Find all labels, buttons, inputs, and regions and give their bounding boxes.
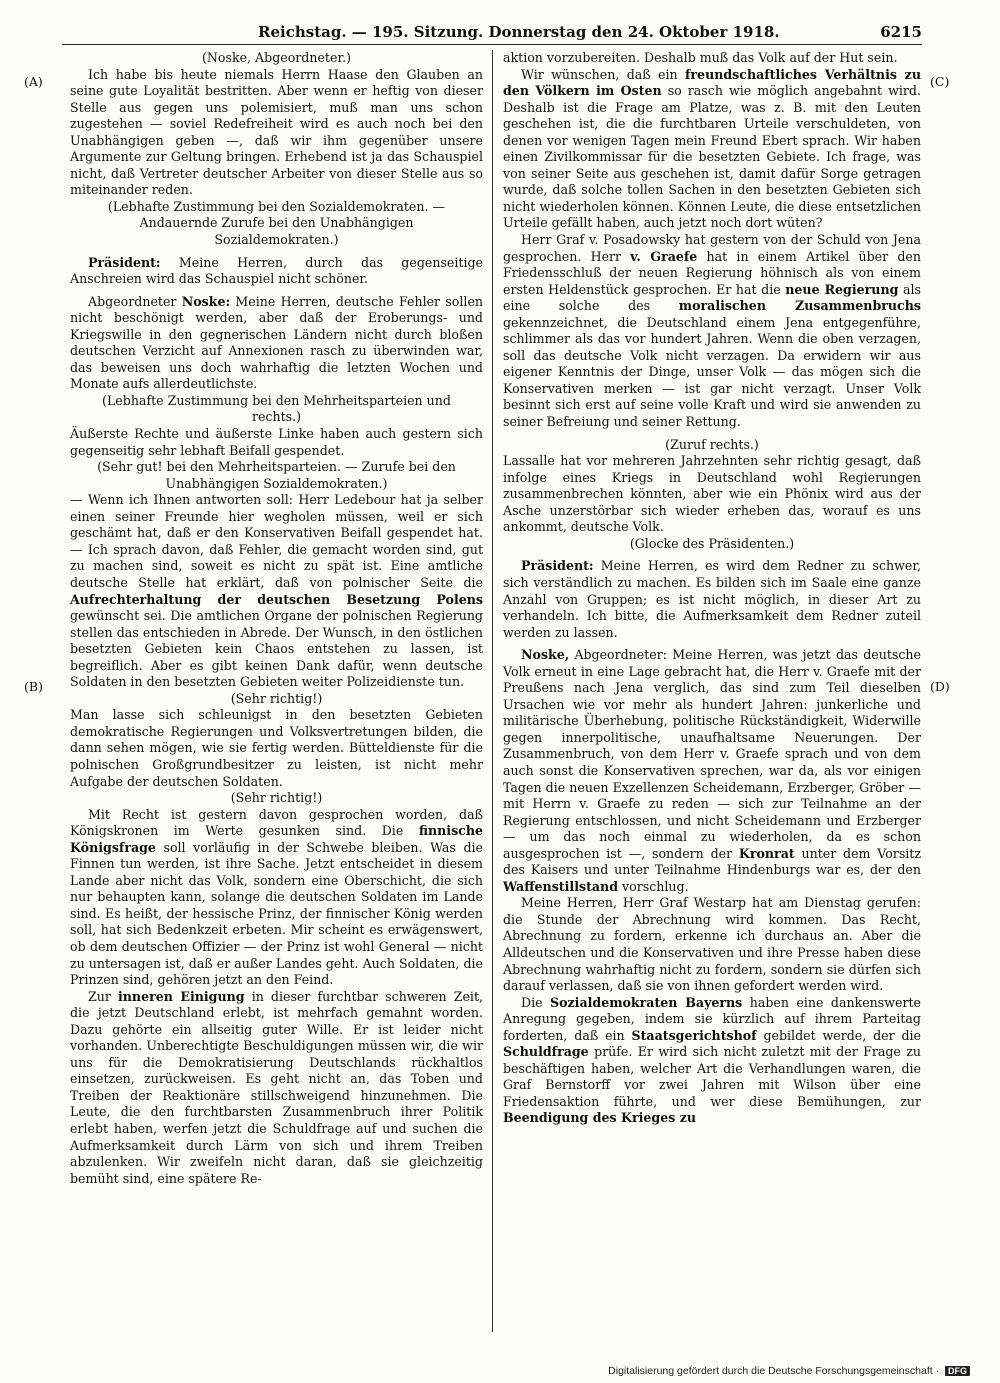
paragraph: Lassalle hat vor mehreren Jahrzehnten sehr richtig gesagt, daß infolge eines Kriegs in Deutschland wohl Regierungen zusammenbrechen könnten, aber wie ein Phönix wird aus der Asche unzerstörbar sich wieder erheben das, worauf es uns ankommt, deutsche Volk. — [503, 453, 921, 535]
paragraph: Die Sozialdemokraten Bayerns haben eine dankenswerte Anregung gegeben, indem sie kürzlich auf ihrem Parteitag forderten, daß ein Staatsgerichtshof gebildet werde, der die Schuldfrage prüfe. Er wird sich nicht zuletzt mit der Frage zu beschäftigen haben, welcher Art die Verhandlungen waren, die Graf Bernstorff vor zwei Jahren mit Wilson über eine Friedensaktion führte, und wer diese Bemühungen, zur Beendigung des Krieges zu — [503, 994, 921, 1126]
speaker-label: Präsident: — [521, 558, 594, 574]
dfg-logo: DFG — [945, 1366, 970, 1376]
paragraph: Noske, Abgeordneter: Meine Herren, was jetzt das deutsche Volk erneut in eine Lage gebracht hat, die Herr v. Graefe mit der Preußens nach Jena verglich, das sind zum Teil dieselben Ursachen wie vor mehr als hundert Jahren: junkerliche und militärische Überhebung, politische Rückständigkeit, Widerwille gegen innerpolitische, unaufhaltsame Neuerungen. Der Zusammenbruch, von dem Herr v. Graefe sprach und von dem auch sonst die Konservativen sprechen, war da, als vor einigen Tagen die neuen Exzellenzen Scheidemann, Erzberger, Gröber — mit Herrn v. Graefe zu reden — sich zur Teilnahme an der Regierung entschlossen, und nicht Scheidemann und Erzberger — um das noch einmal zu wiederholen, da es schon ausgesprochen ist —, sondern der Kronrat unter dem Vorsitz des Kaisers und unter Teilnahme Hindenburgs war es, der den Waffenstillstand vorschlug. — [503, 647, 921, 894]
emphasis: Kronrat — [738, 845, 795, 861]
interjection: (Sehr richtig!) — [230, 690, 323, 706]
interjection: (Zuruf rechts.) — [665, 436, 759, 452]
paragraph: Präsident: Meine Herren, es wird dem Redner zu schwer, sich verständlich zu machen. Es bilden sich im Saale eine ganze Anzahl von Gruppen; es ist nicht möglich, in dieser Art zu verhandeln. Ich bitte, die Aufmerksamkeit dem Redner zuteil werden zu lassen. — [503, 558, 921, 640]
paragraph: Präsident: Meine Herren, durch das gegenseitige Anschreien wird das Schauspiel nicht schöner. — [70, 254, 483, 287]
interjection: (Lebhafte Zustimmung bei den Sozialdemokraten. — Andauernde Zurufe bei den Unabhängigen Sozialdemokraten.) — [107, 198, 446, 248]
right-column — [503, 50, 921, 1127]
page-number: 6215 — [880, 23, 922, 41]
emphasis: finnische Königsfrage — [70, 823, 483, 855]
emphasis: Waffenstillstand — [503, 878, 619, 894]
emphasis: Staatsgerichtshof — [631, 1027, 757, 1043]
digitization-credit — [608, 1365, 970, 1377]
emphasis: freundschaftliches Verhältnis zu den Völkern im Osten — [503, 66, 921, 99]
interjection: (Sehr richtig!) — [230, 790, 323, 806]
interjection: (Sehr gut! bei den Mehrheitsparteien. — Zurufe bei den Unabhängigen Sozialdemokraten.) — [97, 459, 456, 491]
emphasis: neue Regierung — [785, 281, 899, 297]
margin-mark-b: (B) — [24, 679, 43, 694]
emphasis: moralischen Zusammenbruchs — [678, 298, 921, 314]
header-title: Reichstag. — 195. Sitzung. Donnerstag den 24. Oktober 1918. — [258, 23, 780, 41]
emphasis: Schuldfrage — [503, 1044, 589, 1060]
paragraph: Zur inneren Einigung in dieser furchtbar schweren Zeit, die jetzt Deutschland erlebt, ist mehrfach gemahnt worden. Dazu gehörte ein allseitig guter Wille. Er ist leider nicht vorhanden. Unberechtigte Beschuldigungen müssen wir, die wir uns für die Demokratisierung Deutschlands rückhaltlos einsetzen, zurückweisen. Es geht nicht an, das Toben und Treiben der Reaktionäre stillschweigend hinzunehmen. Die Leute, die den furchtbarsten Zusammenbruch ihrer Politik erlebt haben, werfen jetzt die Schuldfrage auf und suchen die Aufmerksamkeit durch Lärm von sich und ihrem Treiben abzulenken. Wir zweifeln nicht daran, daß sie gleichzeitig bemüht sind, eine spätere Re- — [70, 988, 484, 1186]
paragraph: Mit Recht ist gestern davon gesprochen worden, daß Königskronen im Werte gesunken sind. Die finnische Königsfrage soll vorläufig in der Schwebe bleiben. Was die Finnen tun werden, ist ihre Sache. Jetzt entscheidet in diesem Lande aber nicht das Volk, sondern eine Oberschicht, die sich nur behaupten kann, solange die deutschen Soldaten im Lande sind. Es heißt, der hessische Prinz, der finnischer König werden soll, hat sich Bedenkzeit erbeten. Mir scheint es erwägenswert, ob dem deutschen Offizier — der Prinz ist wohl General — nicht zu untersagen ist, daß er außer Landes geht. Auch Soldaten, die Prinzen sind, gehören jetzt an den Feind. — [70, 806, 483, 988]
interjection: (Lebhafte Zustimmung bei den Mehrheitsparteien und rechts.) — [102, 392, 451, 425]
paragraph: aktion vorzubereiten. Deshalb muß das Volk auf der Hut sein. — [503, 50, 898, 65]
margin-mark-d: (D) — [930, 679, 950, 694]
emphasis: Sozialdemokraten Bayerns — [550, 994, 743, 1010]
paragraph: Abgeordneter Noske: Meine Herren, deutsche Fehler sollen nicht beschönigt werden, aber daß der Eroberungs- und Kriegswille in den gegnerischen Ländern nicht durch bloßen deutschen Verzicht auf Annexionen rasch zu überwinden war, das beweisen uns doch wahrhaftig die letzten Wochen und Monate aufs allerdeutlichste. — [70, 293, 484, 392]
speaker-label: Präsident: — [88, 254, 161, 270]
paragraph: Ich habe bis heute niemals Herrn Haase den Glauben an seine gute Loyalität bestritten. Aber wenn er heftig von dieser Stelle aus gegen uns polemisiert, muß man uns schon zugestehen — soviel Redefreiheit wird es auch noch bei den Unabhängigen geben —, daß wir ihm gegenüber unsere Argumente zur Geltung bringen. Erhebend ist ja das Schauspiel nicht, daß Vertreter deutscher Arbeiter von dieser Stelle aus so miteinander reden. — [70, 66, 483, 198]
speaker-label: Noske: — [181, 293, 231, 309]
left-column — [70, 50, 483, 1187]
paragraph: Herr Graf v. Posadowsky hat gestern von der Schuld von Jena gesprochen. Herr v. Graefe hat in einem Artikel über den Friedensschluß der neuen Regierung höhnisch als von einem ersten Heldenstück gesprochen. Er hat die neue Regierung als eine solche des moralischen Zusammenbruchs gekennzeichnet, die Deutschland einem Jena entgegenführe, schlimmer als das vor hundert Jahren. Wenn die oben verzagen, soll das deutsche Volk nicht verzagen. Da erwidern wir aus eigener Kenntnis der Dinge, unser Volk — das mögen sich die Konservativen merken — ist gar nicht verzagt. Unser Volk besinnt sich erst auf seine volle Kraft und wird sie anwenden zu seiner Befreiung und seiner Rettung. — [503, 232, 921, 430]
interjection: (Glocke des Präsidenten.) — [629, 535, 795, 551]
paragraph: — Wenn ich Ihnen antworten soll: Herr Ledebour hat ja selber einen seiner Freunde hier wegholen müssen, weil er sich geschämt hat, daß er den Konservativen Beifall gespendet hat. — Ich sprach davon, daß Fehler, die gemacht worden sind, gut zu machen sind, soweit es nicht zu spät ist. Eine amtliche deutsche Stelle hat erklärt, daß von polnischer Seite die Aufrechterhaltung der deutschen Besetzung Polens gewünscht sei. Die amtlichen Organe der polnischen Regierung stellen das entschieden in Abrede. Der Wunsch, in den östlichen besetzten Gebieten kein Chaos entstehen zu lassen, ist begreiflich. Aber es gibt keinen Dank dafür, wenn deutsche Soldaten in den besetzten Gebieten weiter Polizeidienste tun. — [70, 492, 483, 690]
emphasis: inneren Einigung — [117, 988, 245, 1004]
emphasis: Beendigung des Krieges zu — [503, 1110, 696, 1126]
page-header — [62, 22, 922, 45]
margin-mark-c: (C) — [930, 74, 950, 89]
paragraph: Äußerste Rechte und äußerste Linke haben auch gestern sich gegenseitig sehr lebhaft Beifall gespendet. — [70, 426, 483, 458]
paragraph: Wir wünschen, daß ein freundschaftliches Verhältnis zu den Völkern im Osten so rasch wie möglich angebahnt wird. Deshalb ist die Frage am Platze, was z. B. mit den Leuten geschehen ist, die die furchtbaren Urteile verschuldeten, von denen vor wenigen Tagen mein Freund Ebert sprach. Wir haben einen Zivilkommissar für die besetzten Gebiete. Ich frage, was von seiner Seite aus geschehen ist, damit dafür Sorge getragen wurde, daß solche tollen Sachen in den besetzten Gebieten sich nicht wiederholen können. Können Leute, die diese entsetzlichen Urteile gefällt haben, auch jetzt noch dort wüten? — [503, 66, 921, 231]
speaker-continuation: (Noske, Abgeordneter.) — [201, 50, 352, 65]
footer-text: Digitalisierung gefördert durch die Deutsche Forschungsgemeinschaft · — [608, 1365, 940, 1377]
column-divider — [492, 50, 493, 1332]
paragraph: Man lasse sich schleunigst in den besetzten Gebieten demokratische Regierungen und Volksvertretungen bilden, die dann sehen mögen, wie sie fertig werden. Bütteldienste für die polnischen Großgrundbesitzer zu leisten, ist nicht mehr Aufgabe der deutschen Soldaten. — [70, 707, 483, 789]
speaker-label: Noske, — [521, 647, 570, 663]
emphasis: Aufrechterhaltung der deutschen Besetzung Polens — [70, 591, 483, 607]
paragraph: Meine Herren, Herr Graf Westarp hat am Dienstag gerufen: die Stunde der Abrechnung wird kommen. Das Recht, Abrechnung zu fordern, erkenne ich durchaus an. Aber die Alldeutschen und die Konservativen und ihre Presse haben diese Abrechnung wahrhaftig nicht zu fordern, sondern sie dürfen sich darauf verlassen, daß sie von ihnen gefordert werden wird. — [503, 895, 921, 994]
emphasis: v. Graefe — [630, 248, 698, 264]
margin-mark-a: (A) — [24, 74, 43, 89]
